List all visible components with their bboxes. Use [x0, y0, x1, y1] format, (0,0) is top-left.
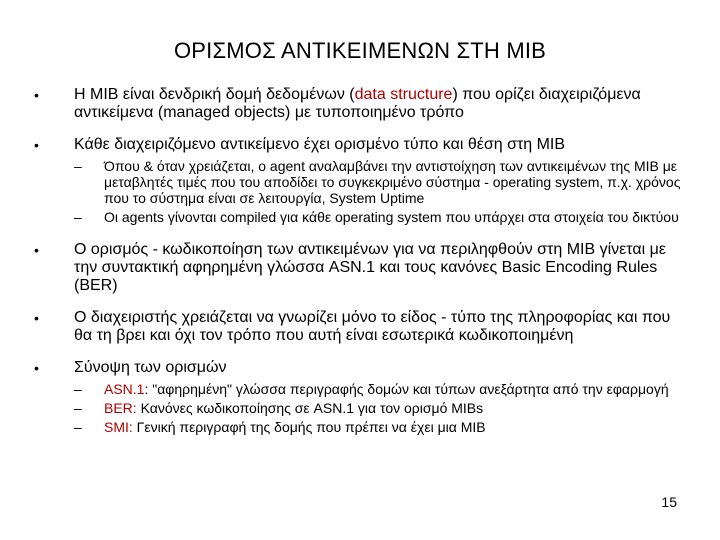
subbullet-text: : "αφηρημένη" γλώσσα περιγραφής δομών και τύπων ανεξάρτητα από την εφαρμογή	[144, 381, 669, 397]
bullet-marker: •	[34, 137, 39, 153]
subbullet-text: Όπου & όταν χρειάζεται, ο agent αναλαμβάνει την αντιστοίχηση των αντικειμένων της MIB με μεταβλητές τιμές που του αποδίδει το συγκεκριμένο σύστημα - operating system, π.χ. χρόνος που το σύστημα είναι σε λειτουργία, System Uptime	[104, 158, 681, 206]
bullet-mib-definition	[30, 86, 690, 122]
bullet-manager-needs	[30, 309, 690, 345]
ber-term: BER:	[104, 400, 137, 416]
bullet-marker: •	[34, 310, 39, 326]
bullet-text: Ο ορισμός - κωδικοποίηση των αντικειμένων για να περιληφθούν στη MIB γίνεται με την συντακτική αφηρημένη γλώσσα ASN.1 και τους κανόνες Basic Encoding Rules (BER)	[74, 241, 666, 294]
asn1-term: ASN.1	[104, 381, 145, 397]
bullet-managed-object-type	[30, 136, 690, 154]
bullet-text: Σύνοψη των ορισμών	[74, 359, 227, 376]
bullet-text-pre: Η MIB είναι δενδρική δομή δεδομένων (	[74, 86, 355, 103]
page-number: 15	[661, 494, 677, 510]
bullet-marker: •	[34, 360, 39, 376]
smi-term: SMI:	[104, 419, 133, 435]
subbullet-text: Κανόνες κωδικοποίησης σε ASN.1 για τον ορισμό MIBs	[136, 400, 484, 416]
subbullet-agent-mapping	[30, 158, 690, 206]
bullet-text: Κάθε διαχειριζόμενο αντικείμενο έχει ορισμένο τύπο και θέση στη MIB	[74, 136, 566, 153]
bullet-text-post: ) που ορίζει διαχειριζόμενα αντικείμενα (managed objects) με τυποποιημένο τρόπο	[74, 86, 641, 121]
data-structure-term: data structure	[354, 86, 453, 103]
dash-marker: –	[74, 419, 82, 435]
subbullet-text: Γενική περιγραφή της δομής που πρέπει να έχει μια MIB	[132, 419, 486, 435]
subbullet-text: Οι agents γίνονται compiled για κάθε operating system που υπάρχει στα στοιχεία του δικτύου	[104, 209, 679, 225]
dash-marker: –	[74, 209, 82, 225]
dash-marker: –	[74, 158, 82, 174]
slide-body	[30, 86, 690, 435]
subbullet-ber	[30, 400, 690, 416]
bullet-marker: •	[34, 87, 39, 103]
bullet-marker: •	[34, 242, 39, 258]
subbullet-agents-compiled	[30, 209, 690, 225]
subbullet-smi	[30, 419, 690, 435]
dash-marker: –	[74, 381, 82, 397]
bullet-text: Ο διαχειριστής χρειάζεται να γνωρίζει μόνο το είδος - τύπο της πληροφορίας και που θα τη βρει και όχι τον τρόπο που αυτή είναι εσωτερικά κωδικοποιημένη	[74, 309, 671, 344]
bullet-asn1-encoding	[30, 241, 690, 295]
subbullet-asn1	[30, 381, 690, 397]
bullet-definitions-summary	[30, 359, 690, 377]
slide-title: ΟΡΙΣΜΟΣ ΑΝΤΙΚΕΙΜΕΝΩΝ ΣΤΗ MIB	[173, 38, 547, 63]
dash-marker: –	[74, 400, 82, 416]
